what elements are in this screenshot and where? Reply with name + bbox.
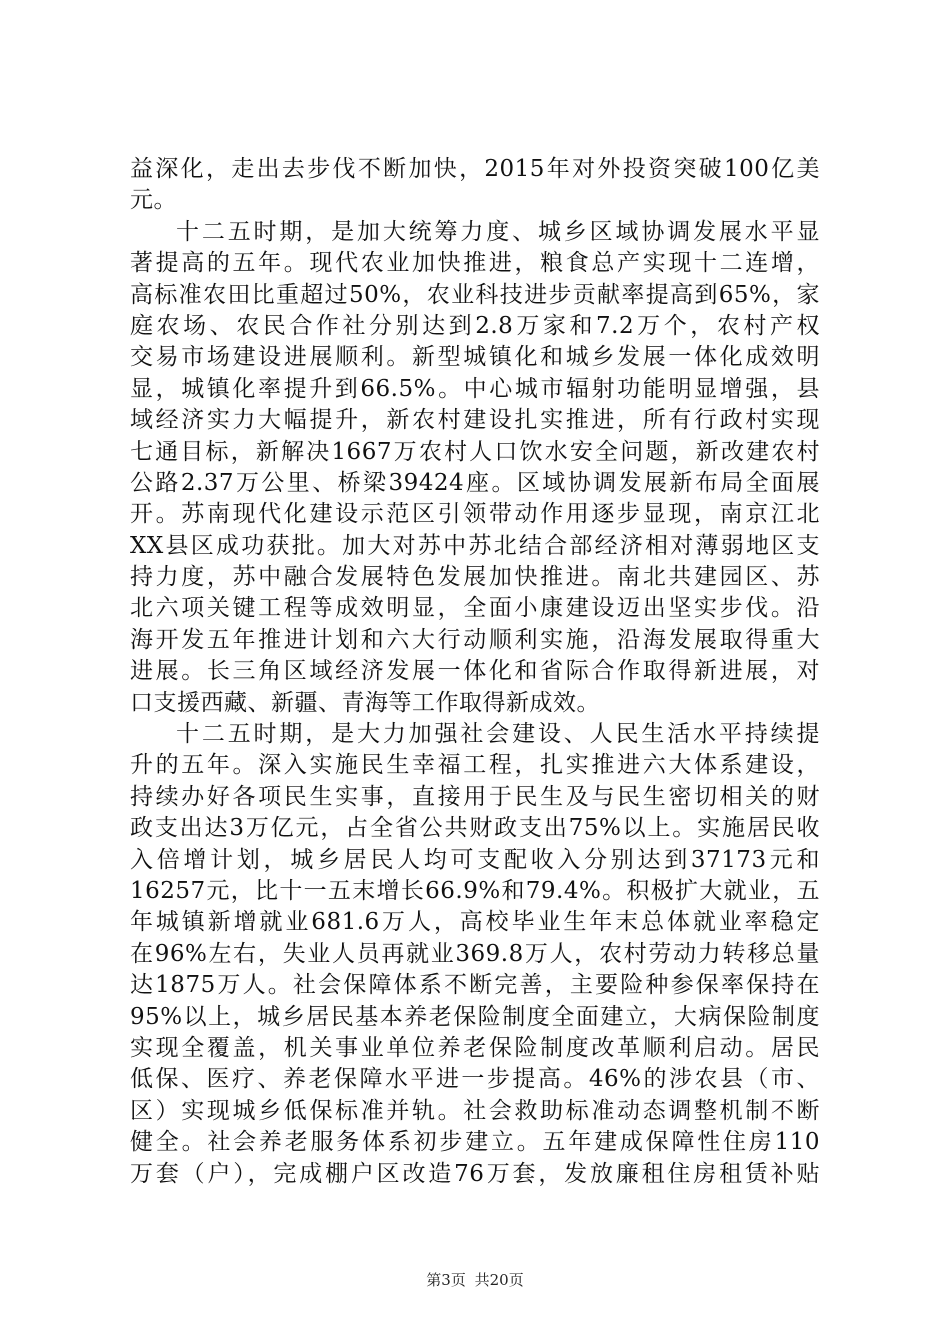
text-line: 达1875万人。社会保障体系不断完善，主要险种参保率保持在 (130, 972, 820, 999)
text-line: 益深化，走出去步伐不断加快，2015年对外投资突破100亿美 (130, 156, 820, 182)
text-line: 公路2.37万公里、桥梁39424座。区域协调发展新布局全面展 (130, 469, 820, 496)
text-line: 海开发五年推进计划和六大行动顺利实施，沿海发展取得重大 (130, 626, 820, 653)
text-line: 著提高的五年。现代农业加快推进，粮食总产实现十二连增， (130, 250, 820, 277)
page-total: 共20页 (474, 1271, 524, 1289)
text-line: 七通目标，新解决1667万农村人口饮水安全问题，新改建农村 (130, 438, 820, 465)
text-line: 实现全覆盖，机关事业单位养老保险制度改革顺利启动。居民 (130, 1034, 820, 1061)
text-line: 健全。社会养老服务体系初步建立。五年建成保障性住房110 (130, 1129, 820, 1156)
text-line: 年城镇新增就业681.6万人，高校毕业生年末总体就业率稳定 (130, 909, 820, 936)
text-line: 在96%左右，失业人员再就业369.8万人，农村劳动力转移总量 (130, 940, 820, 967)
page-number: 第3页 (426, 1271, 466, 1289)
paragraph-first-line: 十二五时期，是大力加强社会建设、人民生活水平持续提 (176, 721, 820, 748)
text-line: 持力度，苏中融合发展特色发展加快推进。南北共建园区、苏 (130, 564, 820, 591)
text-line: 政支出达3万亿元，占全省公共财政支出75%以上。实施居民收 (130, 815, 820, 842)
text-line: 口支援西藏、新疆、青海等工作取得新成效。 (130, 689, 600, 716)
document-body (130, 154, 820, 1190)
text-line: 庭农场、农民合作社分别达到2.8万家和7.2万个，农村产权 (130, 312, 820, 339)
text-line: 区）实现城乡低保标准并轨。社会救助标准动态调整机制不断 (130, 1097, 820, 1124)
text-line: 开。苏南现代化建设示范区引领带动作用逐步显现，南京江北 (130, 501, 820, 528)
text-line: 域经济实力大幅提升，新农村建设扎实推进，所有行政村实现 (130, 407, 820, 434)
text-line: 高标准农田比重超过50%，农业科技进步贡献率提高到65%，家 (130, 281, 820, 308)
text-line: 低保、医疗、养老保障水平进一步提高。46%的涉农县（市、 (130, 1066, 820, 1093)
text-line: 95%以上，城乡居民基本养老保险制度全面建立，大病保险制度 (130, 1003, 820, 1030)
text-line: XX县区成功获批。加大对苏中苏北结合部经济相对薄弱地区支 (130, 532, 820, 559)
text-line: 持续办好各项民生实事，直接用于民生及与民生密切相关的财 (130, 783, 820, 810)
page-footer (0, 1270, 950, 1290)
text-line: 进展。长三角区域经济发展一体化和省际合作取得新进展，对 (130, 658, 820, 685)
text-line: 万套（户），完成棚户区改造76万套，发放廉租住房租赁补贴 (130, 1160, 820, 1187)
text-line: 16257元，比十一五末增长66.9%和79.4%。积极扩大就业，五 (130, 877, 820, 904)
text-line: 北六项关键工程等成效明显，全面小康建设迈出坚实步伐。沿 (130, 595, 820, 622)
text-line: 交易市场建设进展顺利。新型城镇化和城乡发展一体化成效明 (130, 344, 820, 371)
text-line: 显，城镇化率提升到66.5%。中心城市辐射功能明显增强，县 (130, 375, 820, 402)
paragraph-first-line: 十二五时期，是加大统筹力度、城乡区域协调发展水平显 (176, 218, 820, 245)
text-line: 升的五年。深入实施民生幸福工程，扎实推进六大体系建设， (130, 752, 820, 779)
text-line: 元。 (130, 187, 177, 214)
text-line: 入倍增计划，城乡居民人均可支配收入分别达到37173元和 (130, 846, 820, 873)
